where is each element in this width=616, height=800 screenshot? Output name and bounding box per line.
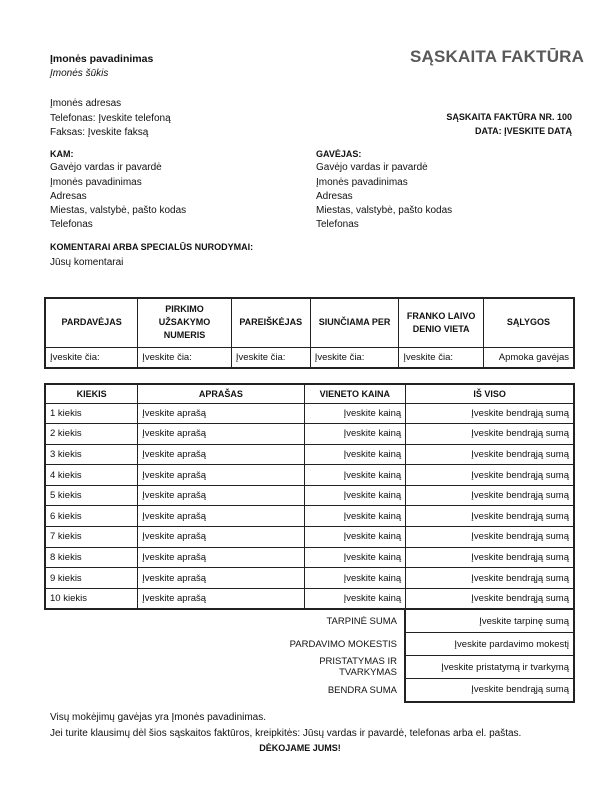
- sales-tax-row: [280, 633, 574, 656]
- bill-to-label: KAM:: [50, 149, 74, 159]
- footer: [50, 710, 570, 757]
- company-address: Įmonės adresas: [50, 98, 122, 109]
- item-unit-price[interactable]: Įveskite kainą: [304, 547, 406, 568]
- item-total[interactable]: Įveskite bendrąją sumą: [406, 485, 574, 506]
- header-fob-point: FRANKO LAIVO DENIO VIETA: [399, 298, 484, 347]
- footer-thanks: DĖKOJAME JUMS!: [259, 743, 341, 753]
- terms-value[interactable]: Apmoka gavėjas: [483, 347, 574, 368]
- comments-label: KOMENTARAI ARBA SPECIALŪS NURODYMAI:: [50, 242, 254, 252]
- ship-to-line: Adresas: [316, 190, 353, 202]
- table-row: [45, 424, 574, 445]
- item-quantity[interactable]: 2 kiekis: [45, 424, 138, 445]
- sales-tax-value[interactable]: Įveskite pardavimo mokestį: [405, 633, 574, 656]
- item-description[interactable]: Įveskite aprašą: [138, 588, 304, 609]
- shipped-via-value[interactable]: Įveskite čia:: [310, 347, 399, 368]
- invoice-date: DATA: ĮVESKITE DATĄ: [475, 126, 572, 136]
- ship-to-line: Gavėjo vardas ir pavardė: [316, 162, 428, 174]
- header-seller: PARDAVĖJAS: [45, 298, 138, 347]
- table-row: [45, 547, 574, 568]
- item-total[interactable]: Įveskite bendrąją sumą: [406, 568, 574, 589]
- item-quantity[interactable]: 10 kiekis: [45, 588, 138, 609]
- company-phone: Telefonas: Įveskite telefoną: [50, 112, 171, 124]
- bill-to-line: Įmonės pavadinimas: [50, 176, 142, 188]
- ship-to-label: GAVĖJAS:: [316, 149, 362, 159]
- bill-to-line: Gavėjo vardas ir pavardė: [50, 162, 162, 174]
- item-unit-price[interactable]: Įveskite kainą: [304, 588, 406, 609]
- header-quantity: KIEKIS: [45, 384, 138, 403]
- ship-to-line: Miestas, valstybė, pašto kodas: [316, 205, 453, 217]
- shipping-label: PRISTATYMAS IR TVARKYMAS: [319, 656, 397, 678]
- table-row: [45, 485, 574, 506]
- item-quantity[interactable]: 9 kiekis: [45, 568, 138, 589]
- company-slogan: Įmonės šūkis: [50, 68, 109, 79]
- item-description[interactable]: Įveskite aprašą: [138, 547, 304, 568]
- item-quantity[interactable]: 3 kiekis: [45, 444, 138, 465]
- company-name: Įmonės pavadinimas: [50, 53, 154, 65]
- ship-to-line: Telefonas: [316, 219, 359, 231]
- company-fax: Faksas: Įveskite faksą: [50, 127, 149, 138]
- footer-payable-note: Visų mokėjimų gavėjas yra Įmonės pavadinimas.: [50, 712, 267, 723]
- seller-value[interactable]: Įveskite čia:: [45, 347, 138, 368]
- table-row: [45, 403, 574, 424]
- item-quantity[interactable]: 5 kiekis: [45, 485, 138, 506]
- comments-block: [50, 240, 253, 270]
- item-unit-price[interactable]: Įveskite kainą: [304, 568, 406, 589]
- terms-value-row: [45, 347, 574, 368]
- item-total[interactable]: Įveskite bendrąją sumą: [406, 588, 574, 609]
- item-quantity[interactable]: 7 kiekis: [45, 527, 138, 548]
- item-description[interactable]: Įveskite aprašą: [138, 465, 304, 486]
- table-row: [45, 444, 574, 465]
- item-unit-price[interactable]: Įveskite kainą: [304, 527, 406, 548]
- comments-text[interactable]: Jūsų komentarai: [50, 257, 124, 268]
- item-description[interactable]: Įveskite aprašą: [138, 444, 304, 465]
- item-quantity[interactable]: 8 kiekis: [45, 547, 138, 568]
- item-total[interactable]: Įveskite bendrąją sumą: [406, 506, 574, 527]
- requisitioner-value[interactable]: Įveskite čia:: [231, 347, 310, 368]
- grand-total-value[interactable]: Įveskite bendrąją sumą: [405, 679, 574, 702]
- item-description[interactable]: Įveskite aprašą: [138, 527, 304, 548]
- item-unit-price[interactable]: Įveskite kainą: [304, 424, 406, 445]
- table-row: [45, 527, 574, 548]
- terms-header-row: [45, 298, 574, 347]
- item-description[interactable]: Įveskite aprašą: [138, 506, 304, 527]
- shipping-value[interactable]: Įveskite pristatymą ir tvarkymą: [405, 656, 574, 679]
- header-total: IŠ VISO: [406, 384, 574, 403]
- bill-to-line: Telefonas: [50, 219, 93, 231]
- table-row: [45, 568, 574, 589]
- item-unit-price[interactable]: Įveskite kainą: [304, 465, 406, 486]
- item-description[interactable]: Įveskite aprašą: [138, 485, 304, 506]
- header-terms: SĄLYGOS: [483, 298, 574, 347]
- table-row: [45, 465, 574, 486]
- items-table: [44, 383, 575, 610]
- grand-total-label: BENDRA SUMA: [327, 684, 397, 696]
- table-row: [45, 506, 574, 527]
- totals-block: [280, 609, 575, 703]
- item-unit-price[interactable]: Įveskite kainą: [304, 485, 406, 506]
- invoice-meta: [446, 110, 572, 138]
- header-requisitioner: PAREIŠKĖJAS: [231, 298, 310, 347]
- subtotal-value[interactable]: Įveskite tarpinę sumą: [405, 610, 574, 633]
- terms-table: [44, 297, 575, 369]
- invoice-number: SĄSKAITA FAKTŪRA NR. 100: [446, 112, 572, 122]
- footer-contact-note: Jei turite klausimų dėl šios sąskaitos faktūros, kreipkitės: Jūsų vardas ir pavardė, telefonas arba el. paštas.: [50, 727, 522, 739]
- item-quantity[interactable]: 6 kiekis: [45, 506, 138, 527]
- item-total[interactable]: Įveskite bendrąją sumą: [406, 403, 574, 424]
- table-row: [45, 588, 574, 609]
- shipping-row: [280, 656, 574, 679]
- item-unit-price[interactable]: Įveskite kainą: [304, 506, 406, 527]
- item-description[interactable]: Įveskite aprašą: [138, 403, 304, 424]
- header-unit-price: VIENETO KAINA: [304, 384, 406, 403]
- item-quantity[interactable]: 4 kiekis: [45, 465, 138, 486]
- fob-point-value[interactable]: Įveskite čia:: [399, 347, 484, 368]
- item-unit-price[interactable]: Įveskite kainą: [304, 444, 406, 465]
- company-contact: [50, 97, 171, 141]
- header-po-number: PIRKIMO UŽSAKYMO NUMERIS: [138, 298, 232, 347]
- item-total[interactable]: Įveskite bendrąją sumą: [406, 424, 574, 445]
- subtotal-label: TARPINĖ SUMA: [326, 615, 397, 627]
- bill-to-line: Miestas, valstybė, pašto kodas: [50, 205, 187, 217]
- item-total[interactable]: Įveskite bendrąją sumą: [406, 444, 574, 465]
- invoice-title: SĄSKAITA FAKTŪRA: [410, 47, 585, 66]
- item-quantity[interactable]: 1 kiekis: [45, 403, 138, 424]
- subtotal-row: [280, 610, 574, 633]
- item-description[interactable]: Įveskite aprašą: [138, 568, 304, 589]
- item-unit-price[interactable]: Įveskite kainą: [304, 403, 406, 424]
- header-shipped-via: SIUNČIAMA PER: [310, 298, 399, 347]
- bill-to-block: [50, 147, 186, 233]
- item-total[interactable]: Įveskite bendrąją sumą: [406, 465, 574, 486]
- header-description: APRAŠAS: [138, 384, 304, 403]
- item-total[interactable]: Įveskite bendrąją sumą: [406, 547, 574, 568]
- items-header-row: [45, 384, 574, 403]
- ship-to-block: [316, 147, 452, 233]
- item-total[interactable]: Įveskite bendrąją sumą: [406, 527, 574, 548]
- ship-to-line: Įmonės pavadinimas: [316, 176, 408, 188]
- item-description[interactable]: Įveskite aprašą: [138, 424, 304, 445]
- sales-tax-label: PARDAVIMO MOKESTIS: [289, 638, 397, 650]
- bill-to-line: Adresas: [50, 190, 87, 202]
- po-number-value[interactable]: Įveskite čia:: [138, 347, 232, 368]
- grand-total-row: [280, 679, 574, 702]
